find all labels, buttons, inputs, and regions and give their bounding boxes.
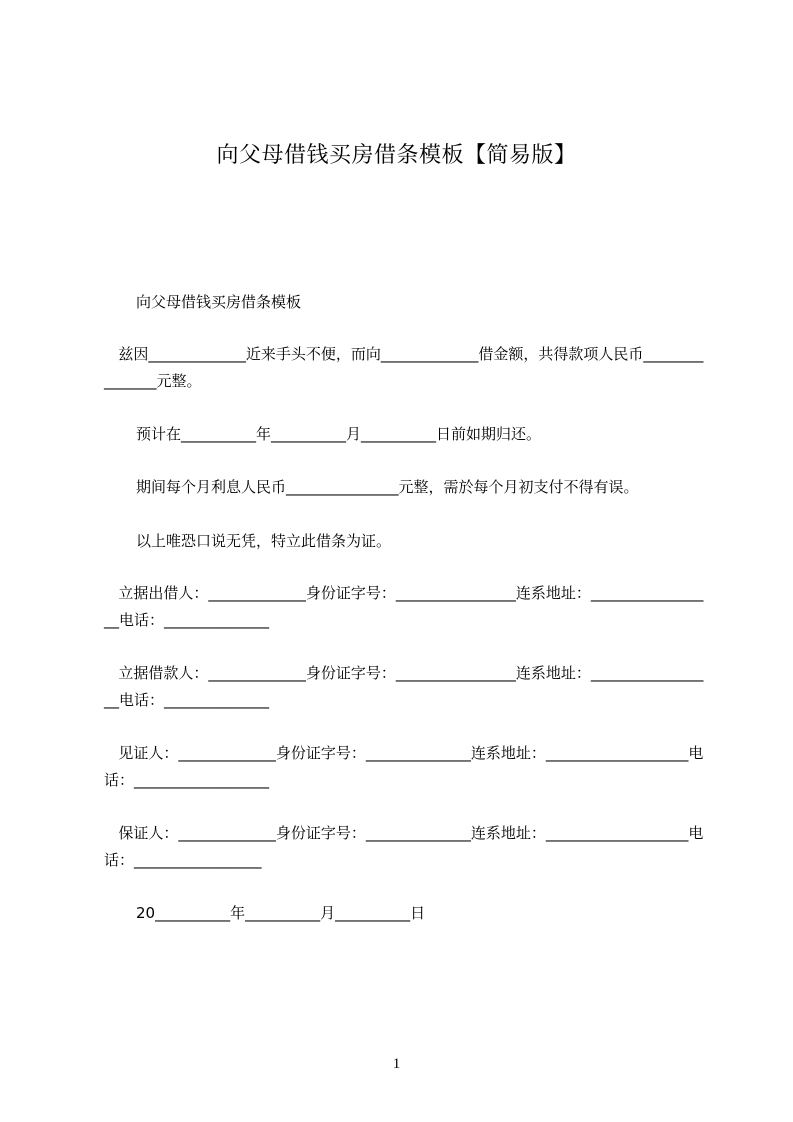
paragraph-borrower: 立据借款人：_____________身份证字号：________________连系地址：_________________电话：______________ — [104, 664, 704, 709]
page-number: 1 — [392, 1056, 401, 1072]
paragraph-lender: 立据出借人：_____________身份证字号：________________连系地址：_________________电话：______________ — [104, 584, 704, 629]
document-title: 向父母借钱买房借条模板【简易版】 — [216, 143, 577, 168]
paragraph-interest: 期间每个月利息人民币_______________元整，需於每个月初支付不得有误。 — [136, 478, 639, 496]
paragraph-reason: 兹因_____________近来手头不便，而向_____________借金额，共得款项人民币_______________元整。 — [104, 345, 704, 390]
document-subtitle: 向父母借钱买房借条模板 — [136, 293, 302, 311]
paragraph-due-date: 预计在__________年__________月__________日前如期归还。 — [136, 425, 542, 443]
paragraph-date: 20__________年__________月__________日 — [136, 904, 426, 922]
paragraph-statement: 以上唯恐口说无凭，特立此借条为证。 — [136, 532, 392, 550]
paragraph-guarantor: 保证人：_____________身份证字号：______________连系地址：___________________电话：_________________ — [104, 824, 704, 869]
paragraph-witness: 见证人：_____________身份证字号：______________连系地址：___________________电话：__________________ — [104, 744, 704, 789]
